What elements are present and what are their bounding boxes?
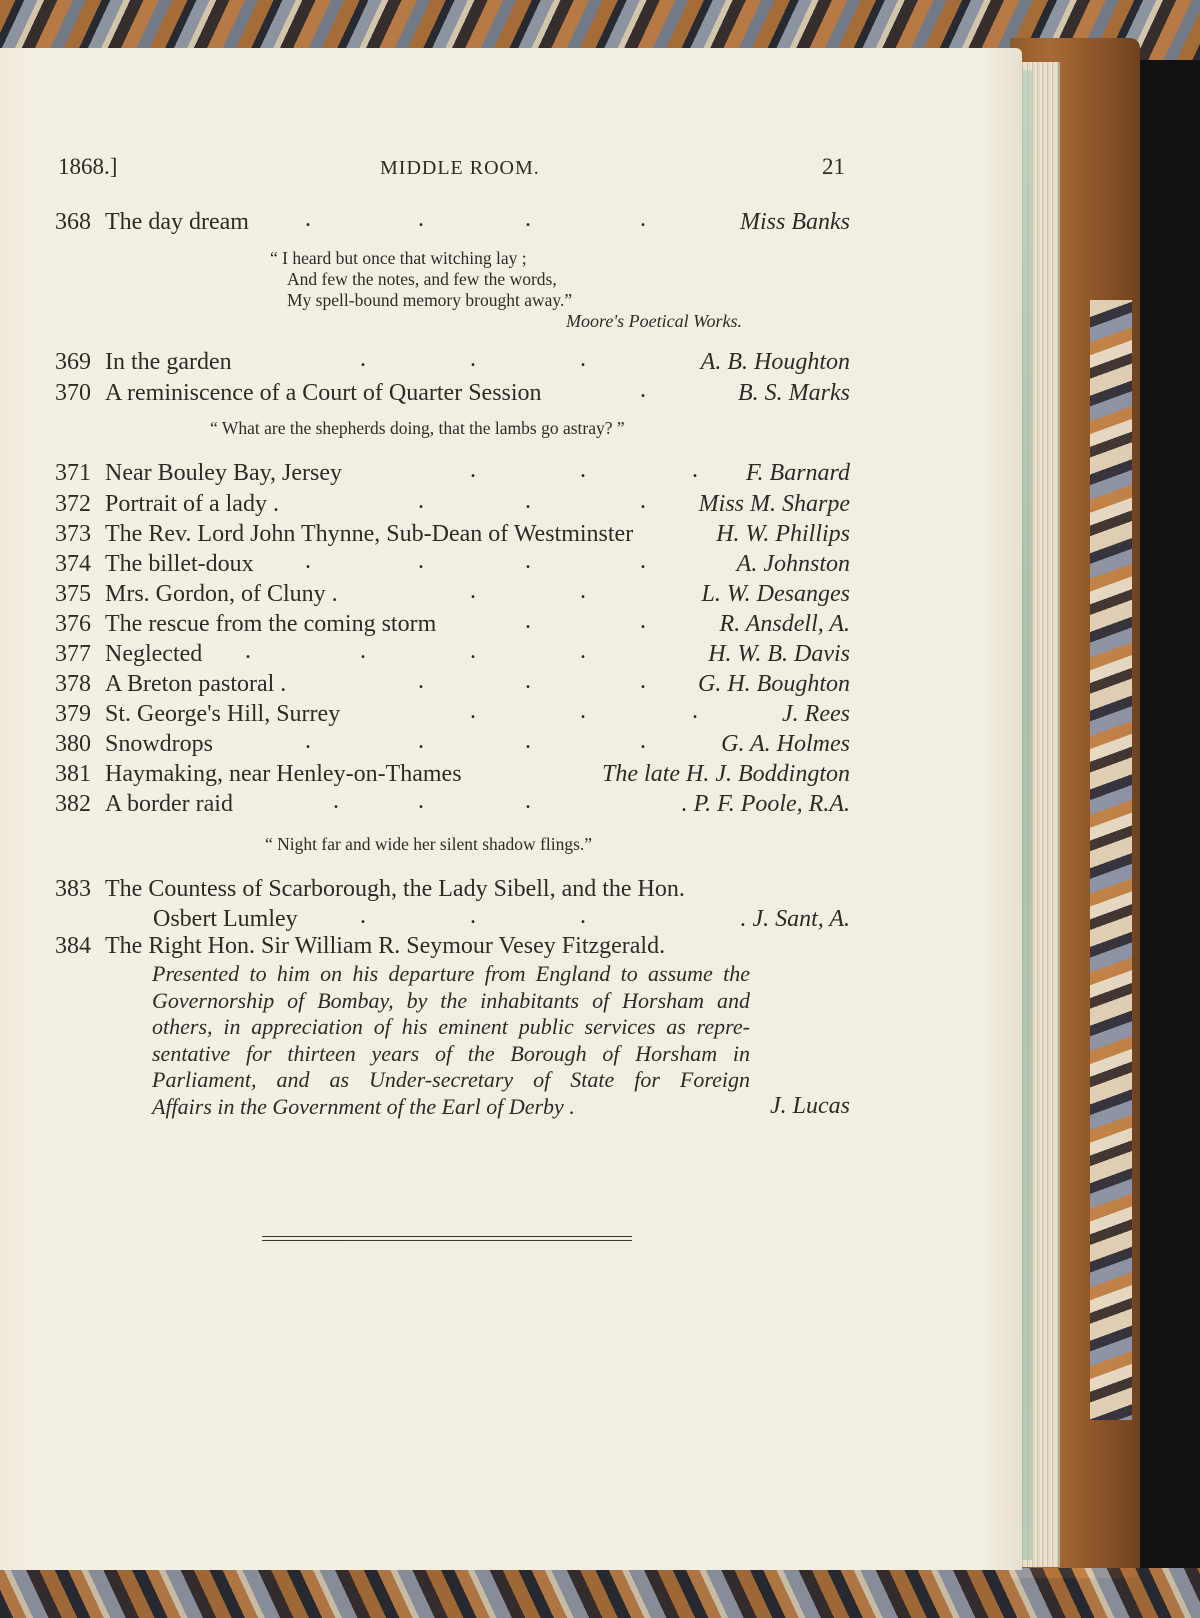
entry-number: 383 xyxy=(55,876,91,902)
entry-artist: J. Rees xyxy=(782,701,850,727)
entry-artist: Miss M. Sharpe xyxy=(698,491,850,517)
entry-number: 381 xyxy=(55,761,91,787)
leader-dot: . xyxy=(470,457,476,483)
verse-quote: “ Night far and wide her silent shadow flings.” xyxy=(265,834,593,854)
leader-dot: . xyxy=(580,698,586,724)
catalogue-entry xyxy=(55,346,850,378)
leader-dot: . xyxy=(525,206,531,232)
entry-number: 380 xyxy=(55,731,91,757)
leader-dot: . xyxy=(525,548,531,574)
entry-number: 372 xyxy=(55,491,91,517)
entry-title: The day dream xyxy=(105,209,249,235)
entry-title: Snowdrops xyxy=(105,731,214,757)
quote-line: My spell-bound memory brought away.” xyxy=(287,290,573,310)
leader-dot: . xyxy=(470,638,476,664)
entry-title: A Breton pastoral . xyxy=(105,671,287,697)
closing-rule-top xyxy=(262,1236,632,1237)
catalogue-entry xyxy=(55,518,850,550)
leader-dot: . xyxy=(418,206,424,232)
catalogue-entry xyxy=(55,728,850,760)
quote-line: “ I heard but once that witching lay ; xyxy=(270,248,527,268)
entry-number: 384 xyxy=(55,933,91,959)
entry-number: 377 xyxy=(55,641,91,667)
leader-dot: . xyxy=(360,903,366,929)
entry-number: 371 xyxy=(55,460,91,486)
entry-title: In the garden xyxy=(105,349,232,375)
description-line: Presented to him on his departure from England to assume the xyxy=(152,961,750,986)
entry-artist: A. Johnston xyxy=(736,551,850,577)
leader-dot: . xyxy=(305,206,311,232)
leader-dot: . xyxy=(580,903,586,929)
entry-title: Mrs. Gordon, of Cluny . xyxy=(105,581,338,607)
entry-artist: G. H. Boughton xyxy=(698,671,850,697)
catalogue-entry-artist-line xyxy=(55,1090,850,1122)
leader-dot: . xyxy=(525,668,531,694)
catalogue-entry xyxy=(55,206,850,238)
entry-number: 378 xyxy=(55,671,91,697)
leader-dot: . xyxy=(470,903,476,929)
entry-title: Near Bouley Bay, Jersey xyxy=(105,460,343,486)
entry-title: A border raid xyxy=(105,791,233,817)
leader-dot: . xyxy=(418,488,424,514)
description-line: Affairs in the Government of the Earl of Derby . xyxy=(152,1093,575,1119)
leader-dot: . xyxy=(580,578,586,604)
description-line: Parliament, and as Under-secretary of State for Foreign xyxy=(152,1067,750,1092)
entry-artist: B. S. Marks xyxy=(738,380,850,406)
description-line: others, in appreciation of his eminent public services as repre- xyxy=(152,1014,750,1039)
entry-artist: Miss Banks xyxy=(740,209,850,235)
leader-dot: . xyxy=(418,728,424,754)
entry-number: 373 xyxy=(55,521,91,547)
leader-dot: . xyxy=(333,788,339,814)
catalogue-entry xyxy=(55,638,850,670)
entry-number: 370 xyxy=(55,380,91,406)
entry-title: The Right Hon. Sir William R. Seymour Vesey Fitzgerald. xyxy=(105,933,666,959)
entry-artist: . J. Sant, A. xyxy=(740,906,850,932)
header-section: MIDDLE ROOM. xyxy=(380,157,540,179)
entry-artist: . P. F. Poole, R.A. xyxy=(681,791,850,817)
catalogue-entry xyxy=(55,758,850,790)
entry-title: Neglected xyxy=(105,641,203,667)
quote-source: Moore's Poetical Works. xyxy=(566,311,742,331)
leader-dot: . xyxy=(418,548,424,574)
leader-dot: . xyxy=(525,488,531,514)
leader-dot: . xyxy=(305,548,311,574)
leader-dot: . xyxy=(580,346,586,372)
leader-dot: . xyxy=(692,457,698,483)
catalogue-entry xyxy=(55,668,850,700)
leader-dot: . xyxy=(640,608,646,634)
catalogue-entry xyxy=(55,377,850,409)
verse-quote: “ What are the shepherds doing, that the lambs go astray? ” xyxy=(210,418,625,438)
catalogue-entry xyxy=(55,788,850,820)
entry-number: 375 xyxy=(55,581,91,607)
entry-title: The Countess of Scarborough, the Lady Sibell, and the Hon. xyxy=(105,876,685,902)
entry-artist: J. Lucas xyxy=(770,1093,850,1119)
entry-artist: F. Barnard xyxy=(745,460,850,486)
catalogue-entry xyxy=(55,578,850,610)
closing-rule-bottom xyxy=(262,1240,632,1241)
leader-dot: . xyxy=(470,578,476,604)
catalogue-entry xyxy=(55,457,850,489)
entry-title: St. George's Hill, Surrey xyxy=(105,701,341,727)
entry-title: Haymaking, near Henley-on-Thames xyxy=(105,761,462,787)
entry-number: 369 xyxy=(55,349,91,375)
catalogue-entry xyxy=(55,930,850,962)
leader-dot: . xyxy=(640,488,646,514)
entry-title-line2: Osbert Lumley xyxy=(153,906,298,932)
leader-dot: . xyxy=(418,788,424,814)
leader-dot: . xyxy=(470,346,476,372)
entry-artist: H. W. Phillips xyxy=(716,521,850,547)
entry-number: 379 xyxy=(55,701,91,727)
description-line: Governorship of Bombay, by the inhabitants of Horsham and xyxy=(152,987,750,1013)
leader-dot: . xyxy=(692,698,698,724)
catalogue-entry xyxy=(55,488,850,520)
leader-dot: . xyxy=(640,668,646,694)
quote-line: And few the notes, and few the words, xyxy=(287,269,557,289)
leader-dot: . xyxy=(580,457,586,483)
verse-quote xyxy=(270,248,572,311)
leader-dot: . xyxy=(305,728,311,754)
entry-number: 374 xyxy=(55,551,91,577)
leader-dot: . xyxy=(640,206,646,232)
entry-artist: H. W. B. Davis xyxy=(708,641,850,667)
entry-number: 368 xyxy=(55,209,91,235)
entry-title: The rescue from the coming storm xyxy=(105,611,437,637)
header-year: 1868.] xyxy=(58,154,118,179)
leader-dot: . xyxy=(418,668,424,694)
leader-dot: . xyxy=(525,608,531,634)
page-number: 21 xyxy=(822,154,845,179)
entry-title: Portrait of a lady . xyxy=(105,491,279,517)
entry-title: A reminiscence of a Court of Quarter Session xyxy=(105,380,542,406)
leader-dot: . xyxy=(525,788,531,814)
leader-dot: . xyxy=(640,728,646,754)
entry-artist: G. A. Holmes xyxy=(721,731,850,757)
entry-artist: R. Ansdell, A. xyxy=(719,611,850,637)
entry-title: The billet-doux xyxy=(105,551,254,577)
entry-title: The Rev. Lord John Thynne, Sub-Dean of Westminster xyxy=(105,521,634,547)
catalogue-entry xyxy=(55,873,850,905)
catalogue-entry xyxy=(55,548,850,580)
entry-artist: The late H. J. Boddington xyxy=(602,761,850,787)
catalogue-entry xyxy=(55,608,850,640)
leader-dot: . xyxy=(360,346,366,372)
catalogue-entry xyxy=(55,698,850,730)
entry-number: 382 xyxy=(55,791,91,817)
leader-dot: . xyxy=(525,728,531,754)
leader-dot: . xyxy=(245,638,251,664)
leader-dot: . xyxy=(470,698,476,724)
entry-number: 376 xyxy=(55,611,91,637)
leader-dot: . xyxy=(360,638,366,664)
leader-dot: . xyxy=(580,638,586,664)
leader-dot: . xyxy=(640,548,646,574)
leader-dot: . xyxy=(640,377,646,403)
entry-artist: L. W. Desanges xyxy=(701,581,850,607)
entry-artist: A. B. Houghton xyxy=(700,349,850,375)
description-line: sentative for thirteen years of the Borough of Horsham in xyxy=(152,1040,750,1066)
